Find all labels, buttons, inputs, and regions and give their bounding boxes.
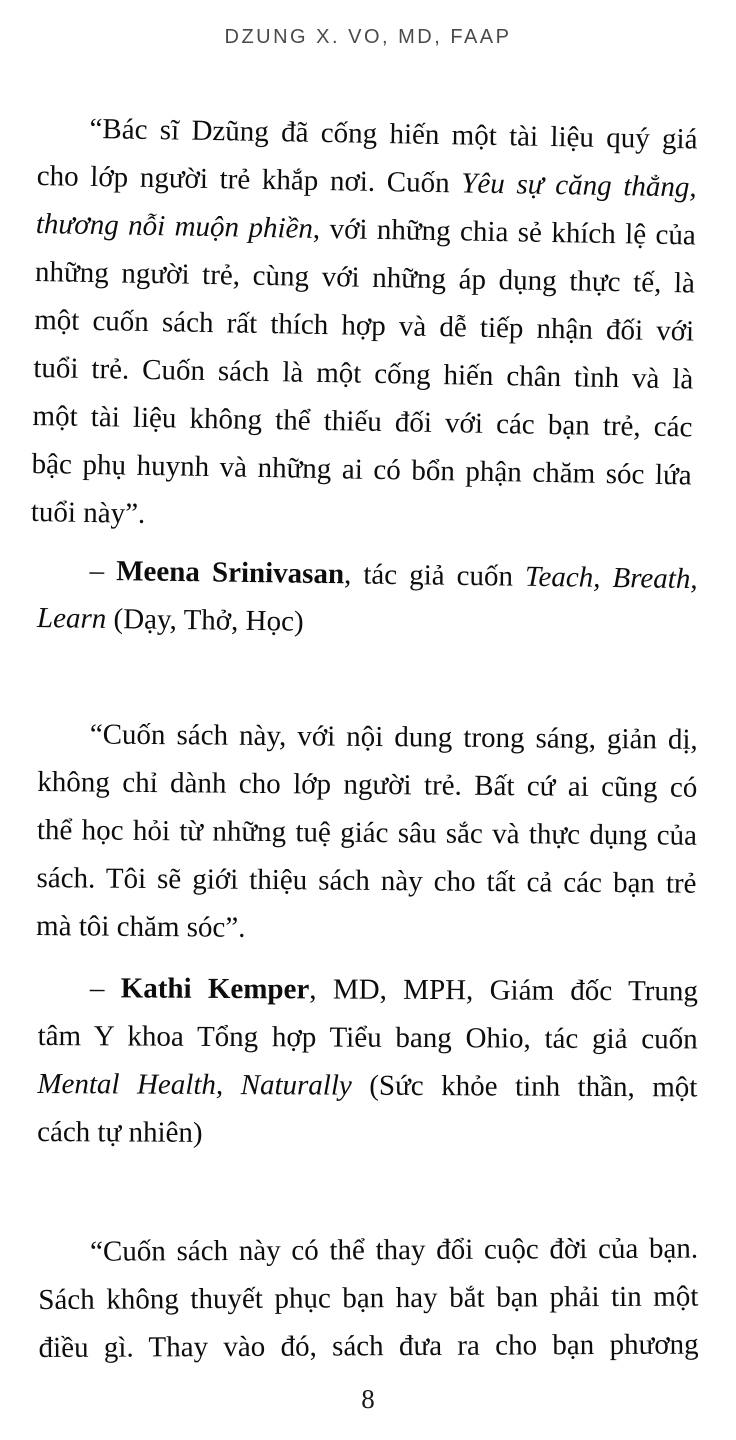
attribution-kathi-kemper: [37, 964, 698, 1159]
text-segment-normal: –: [89, 554, 117, 588]
text-segment-normal: không chỉ dành cho lớp người trẻ. Bất cứ ai cũng có: [37, 765, 698, 804]
text-column: [30, 104, 699, 1372]
text-segment-normal: Sách không thuyết phục bạn hay bắt bạn phải tin một: [38, 1280, 699, 1316]
text-segment-normal: thể học hỏi từ những tuệ giác sâu sắc và thực dụng của: [36, 813, 698, 852]
page-number: 8: [361, 1384, 375, 1414]
text-segment-bold: Meena Srinivasan: [115, 555, 345, 591]
text-segment-italic: Yêu sự căng thẳng,: [461, 167, 697, 204]
text-segment-italic: Mental Health, Naturally: [37, 1067, 352, 1102]
text-segment-normal: cách tự nhiên): [37, 1115, 203, 1149]
text-line: [37, 1060, 697, 1111]
text-segment-normal: (Dạy, Thở, Học): [106, 602, 304, 638]
text-line: [38, 710, 698, 764]
text-segment-normal: “Cuốn sách này có thể thay đổi cuộc đời của bạn.: [90, 1232, 699, 1268]
text-segment-normal: bậc phụ huynh và những ai có bổn phận chăm sóc lứa: [31, 447, 692, 492]
attribution-meena-srinivasan: [37, 546, 698, 651]
running-header: DZUNG X. VO, MD, FAAP: [224, 26, 512, 48]
text-segment-normal: những người trẻ, cùng với những áp dụng thực tế, là: [34, 255, 696, 300]
text-segment-normal: tuổi trẻ. Cuốn sách là một cống hiến chân tình và là: [33, 351, 694, 396]
text-segment-italic: Teach, Breath,: [524, 560, 698, 596]
text-line: [37, 594, 698, 651]
text-line: [39, 1321, 699, 1372]
text-segment-normal: “Bác sĩ Dzũng đã cống hiến một tài liệu quý giá: [89, 112, 698, 156]
testimonial-quote-3: [38, 1225, 699, 1372]
testimonial-quote-1: [30, 104, 697, 547]
text-line: [36, 854, 696, 908]
text-line: [37, 1012, 697, 1063]
text-segment-normal: “Cuốn sách này, với nội dung trong sáng, giản dị,: [89, 718, 698, 756]
text-segment-normal: mà tôi chăm sóc”.: [35, 909, 246, 944]
text-segment-normal: điều gì. Thay vào đó, sách đưa ra cho bạn phương: [38, 1328, 699, 1364]
text-line: [36, 902, 696, 956]
text-segment-normal: cho lớp người trẻ khắp nơi. Cuốn: [36, 159, 462, 200]
text-segment-normal: , tác giả cuốn: [343, 558, 526, 593]
text-line: [38, 1225, 698, 1276]
text-segment-normal: một cuốn sách rất thích hợp và dễ tiếp nhận đối với: [33, 303, 695, 348]
text-segment-normal: sách. Tôi sẽ giới thiệu sách này cho tất cả các bạn trẻ: [36, 861, 697, 900]
text-segment-normal: một tài liệu không thể thiếu đối với các bạn trẻ, các: [32, 399, 693, 444]
text-segment-normal: tuổi này”.: [30, 495, 146, 530]
text-segment-italic: Learn: [36, 601, 107, 635]
text-segment-normal: tâm Y khoa Tổng hợp Tiểu bang Ohio, tác giả cuốn: [37, 1019, 698, 1056]
text-segment-bold: Kathi Kemper: [120, 972, 310, 1006]
text-segment-normal: , với những chia sẻ khích lệ của: [312, 212, 697, 252]
text-line: [37, 758, 697, 812]
text-line: [37, 1108, 697, 1159]
text-line: [38, 1273, 698, 1324]
text-segment-italic: thương nỗi muộn phiền: [35, 207, 314, 245]
testimonial-quote-2: [36, 710, 698, 956]
text-segment-normal: (Sức khỏe tinh thần, một: [351, 1069, 698, 1104]
text-line: [37, 806, 697, 860]
text-segment-normal: –: [89, 972, 121, 1005]
text-segment-normal: , MD, MPH, Giám đốc Trung: [309, 973, 698, 1008]
text-line: [38, 964, 698, 1015]
